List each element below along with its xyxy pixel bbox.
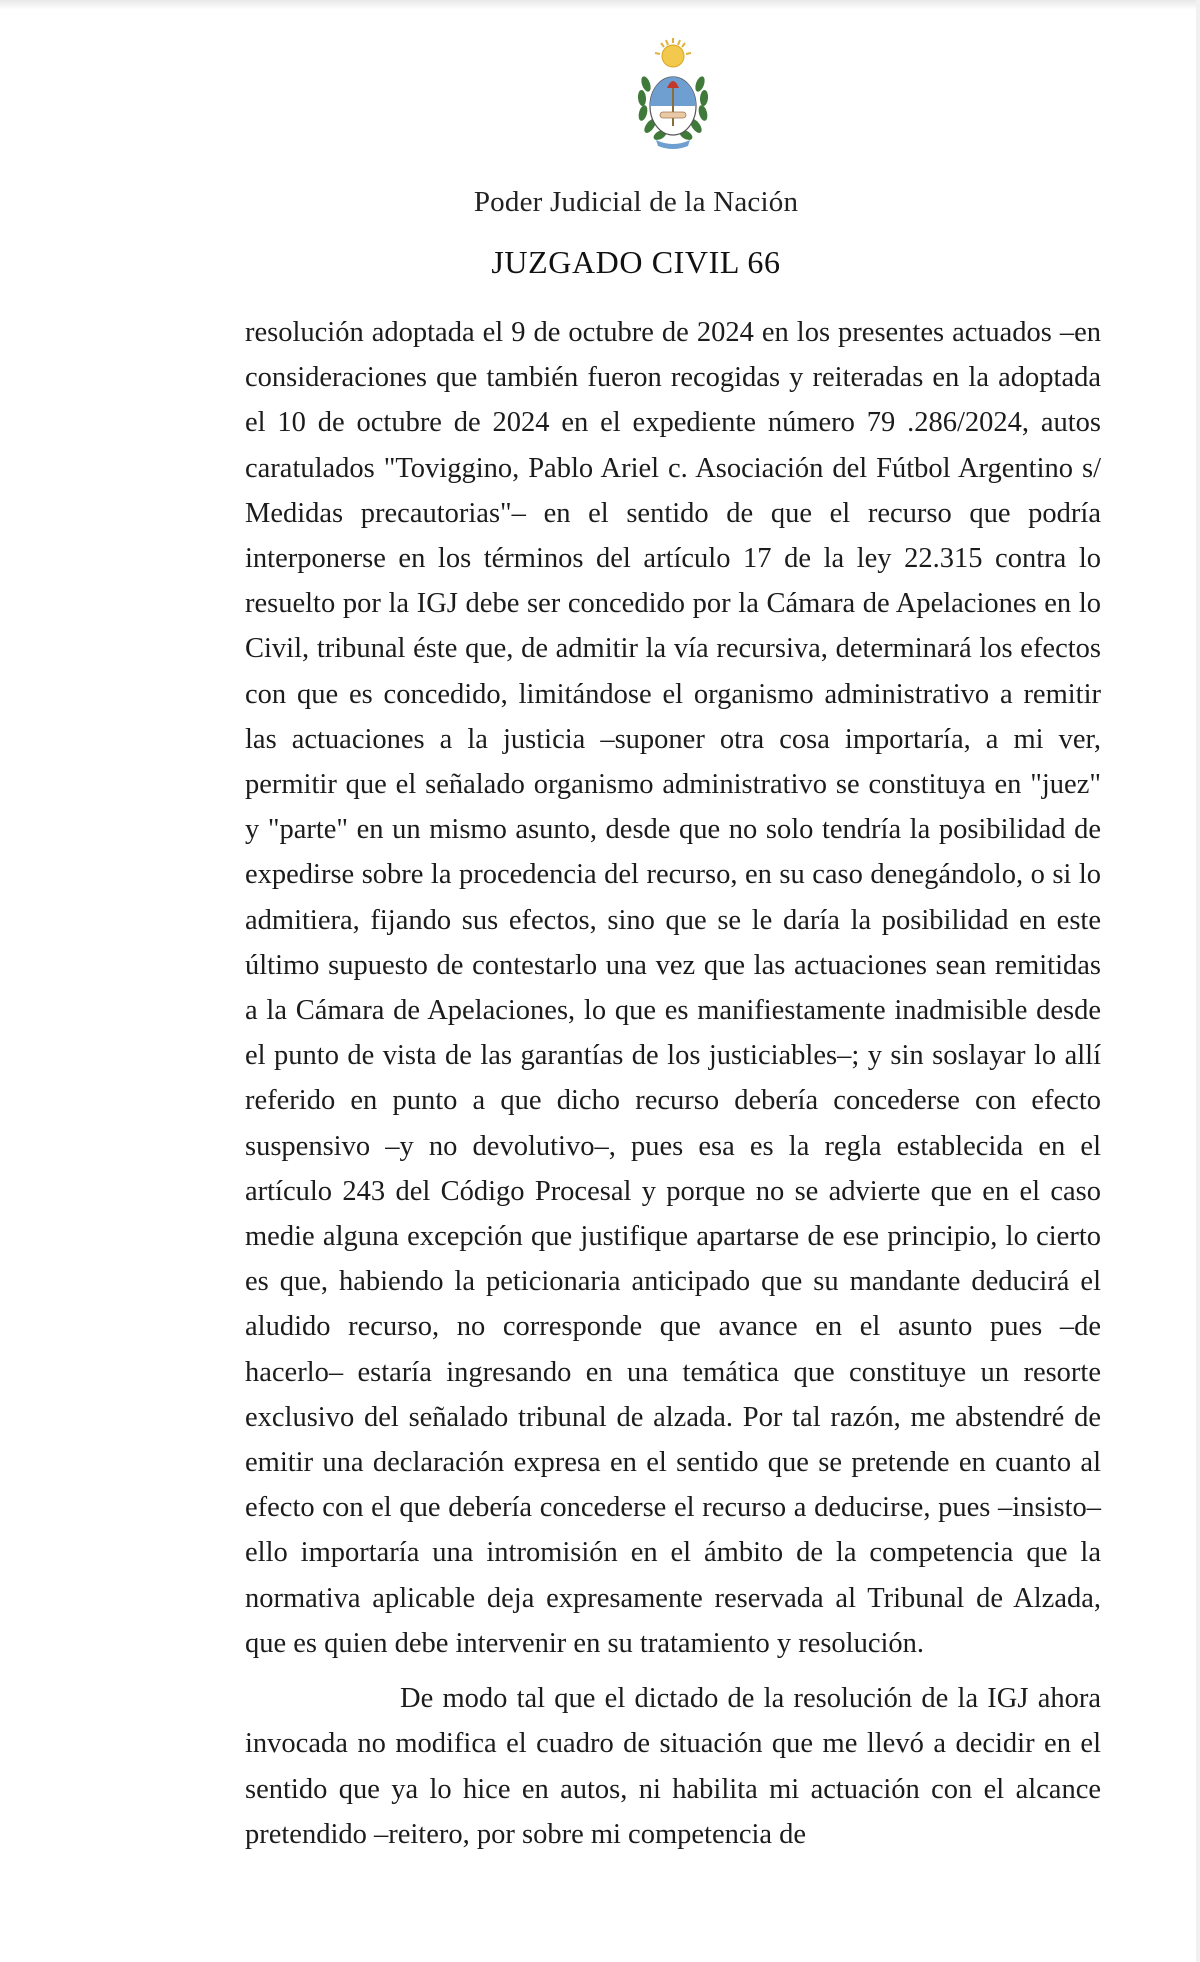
sun-icon [655,38,691,67]
document-body [245,310,1101,1857]
ribbon-icon [656,140,690,149]
argentina-coat-of-arms-icon [632,34,714,156]
page-right-edge [1196,0,1200,1962]
paragraph-1: resolución adoptada el 9 de octubre de 2024 en los presentes actuados –en consideraciones que también fueron recogidas y reiteradas en la adoptada el 10 de octubre de 2024 en el expediente número 79 .286/2024, autos caratulados "Toviggino, Pablo Ariel c. Asociación del Fútbol Argentino s/ Medidas precautorias"– en el sentido de que el recurso que podría interponerse en los términos del artículo 17 de la ley 22.315 contra lo resuelto por la IGJ debe ser concedido por la Cámara de Apelaciones en lo Civil, tribunal éste que, de admitir la vía recursiva, determinará los efectos con que es concedido, limitándose el organismo administrativo a remitir las actuaciones a la justicia –suponer otra cosa importaría, a mi ver, permitir que el señalado organismo administrativo se constituya en "juez" y "parte" en un mismo asunto, desde que no solo tendría la posibilidad de expedirse sobre la procedencia del recurso, en su caso denegándolo, o si lo admitiera, fijando sus efectos, sino que se le daría la posibilidad en este último supuesto de contestarlo una vez que las actuaciones sean remitidas a la Cámara de Apelaciones, lo que es manifiestamente inadmisible desde el punto de vista de las garantías de los justiciables–; y sin soslayar lo allí referido en punto a que dicho recurso debería concederse con efecto suspensivo –y no devolutivo–, pues esa es la regla establecida en el artículo 243 del Código Procesal y porque no se advierte que en el caso medie alguna excepción que justifique apartarse de ese principio, lo cierto es que, habiendo la peticionaria anticipado que su mandante deducirá el aludido recurso, no corresponde que avance en el asunto pues –de hacerlo– estaría ingresando en una temática que constituye un resorte exclusivo del señalado tribunal de alzada. Por tal razón, me abstendré de emitir una declaración expresa en el sentido que se pretende en cuanto al efecto con el que debería concederse el recurso a deducirse, pues –insisto– ello importaría una intromisión en el ámbito de la competencia que la normativa aplicable deja expresamente reservada al Tribunal de Alzada, que es quien debe intervenir en su tratamiento y resolución. [245,317,1101,1659]
institution-name: Poder Judicial de la Nación [473,186,799,218]
paragraph-2: De modo tal que el dictado de la resolución de la IGJ ahora invocada no modifica el cuadro de situación que me llevó a decidir en el sentido que ya lo hice en autos, ni habilita mi actuación con el alcance pretendido –reitero, por sobre mi competencia de [245,1683,1101,1850]
page-top-edge [0,0,1200,10]
court-name: JUZGADO CIVIL 66 [491,244,781,280]
shield-icon [650,77,696,135]
